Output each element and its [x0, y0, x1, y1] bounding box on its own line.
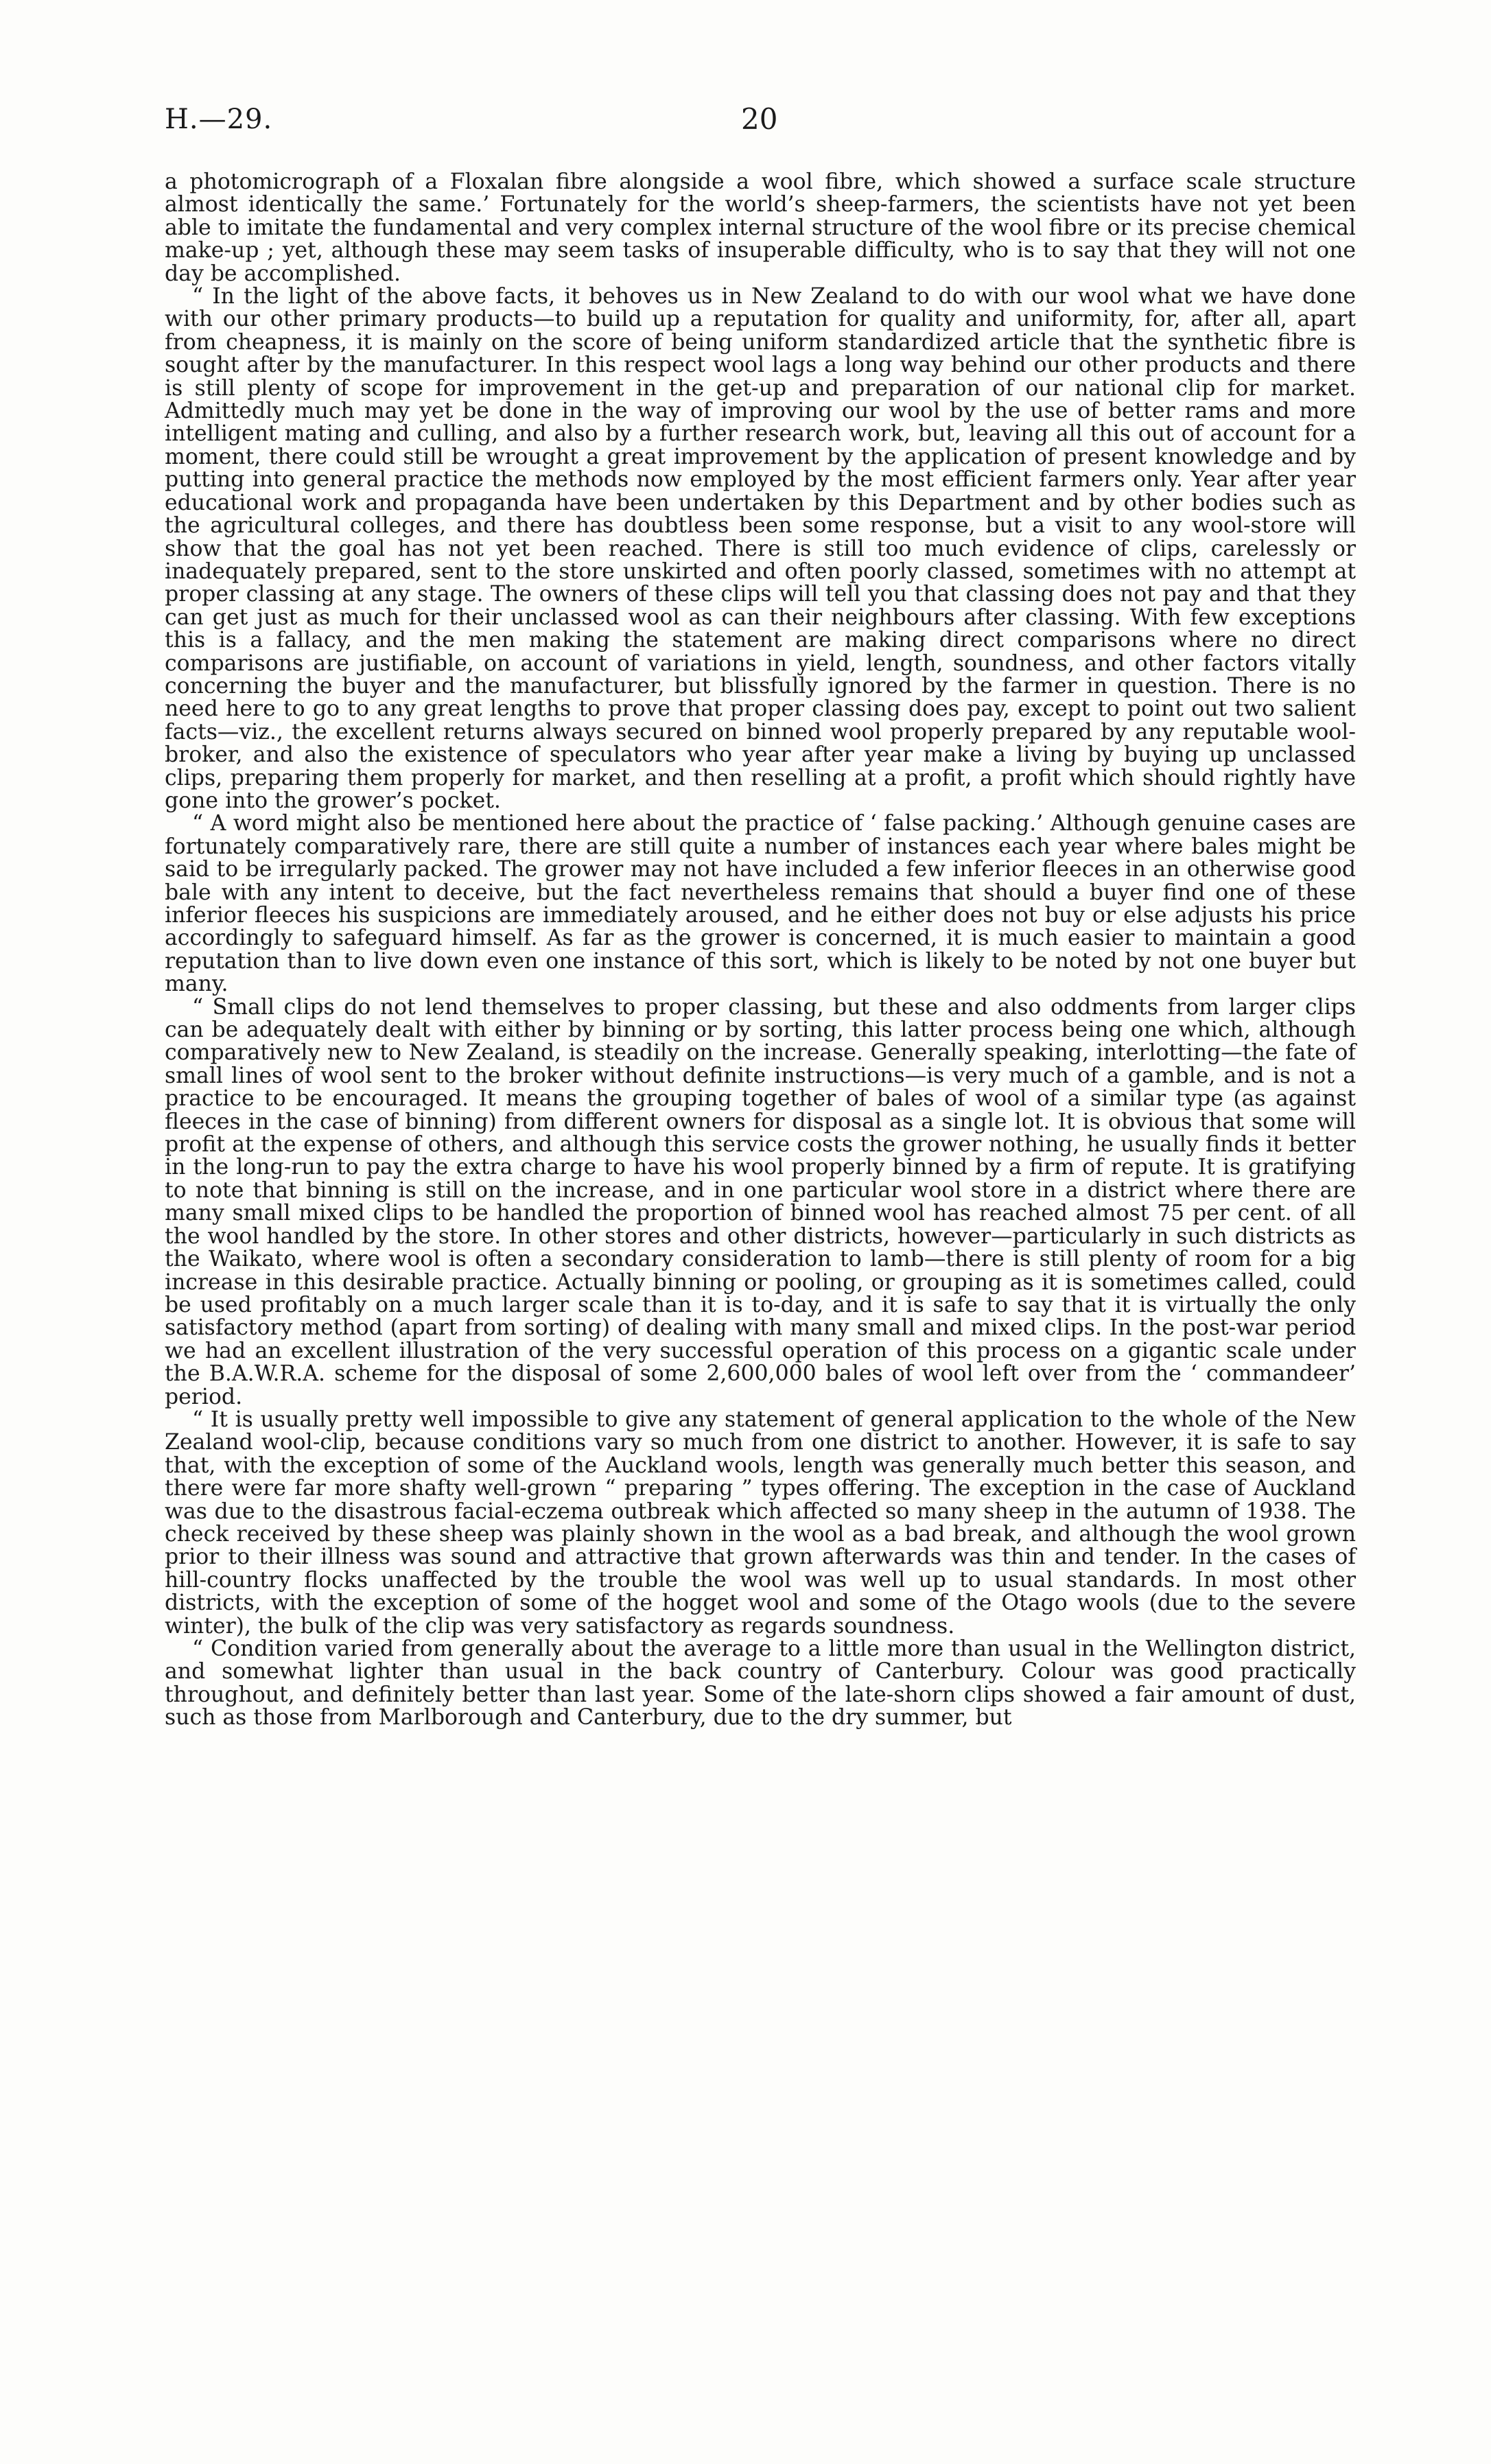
paragraph-season-length: “ It is usually pretty well impossible to give any statement of general application to the whole of the New Zealand wool-clip, because conditions vary so much from one district to another. However, it is safe to say that, with the exception of some of the Auckland wools, length was generally much better this season, and there were far more shafty well-grown “ preparing ” types offering. The exception in the case of Auckland was due to the disastrous facial-eczema outbreak which affected so many sheep in the autumn of 1938. The check received by these sheep was plainly shown in the wool as a bad break, and although the wool grown prior to their illness was sound and attractive that grown afterwards was thin and tender. In the cases of hill-country flocks unaffected by the trouble the wool was well up to usual standards. In most other districts, with the exception of some of the hogget wool and some of the Otago wools (due to the severe winter), the bulk of the clip was very satisfactory as regards soundness. — [165, 1407, 1356, 1639]
page-number: 20 — [741, 102, 778, 136]
paragraph-small-clips-binning: “ Small clips do not lend themselves to proper classing, but these and also oddments from larger clips can be adequately dealt with either by binning or by sorting, this latter process being one which, although comparatively new to New Zealand, is steadily on the increase. Generally speaking, interlotting—the fate of small lines of wool sent to the broker without definite instructions—is very much of a gamble, and is not a practice to be encouraged. It means the grouping together of bales of wool of a similar type (as against fleeces in the case of binning) from different owners for disposal as a single lot. It is obvious that some will profit at the expense of others, and although this service costs the grower nothing, he usually finds it better in the long-run to pay the extra charge to have his wool properly binned by a firm of repute. It is gratifying to note that binning is still on the increase, and in one particular wool store in a district where there are many small mixed clips to be handled the proportion of binned wool has reached almost 75 per cent. of all the wool handled by the store. In other stores and other districts, however—particularly in such districts as the Waikato, where wool is often a secondary consideration to lamb—there is still plenty of room for a big increase in this desirable practice. Actually binning or pooling, or grouping as it is sometimes called, could be used profitably on a much larger scale than it is to-day, and it is safe to say that it is virtually the only satisfactory method (apart from sorting) of dealing with many small and mixed clips. In the post-war period we had an excellent illustration of the very successful operation of this process on a gigantic scale under the B.A.W.R.A. scheme for the disposal of some 2,600,000 bales of wool left over from the ‘ commandeer’ period. — [165, 994, 1356, 1409]
paragraph-continuation: a photomicrograph of a Floxalan fibre alongside a wool fibre, which showed a surface scale structure almost identically the same.’ Fortunately for the world’s sheep-farmers, the scientists have not yet been able to imitate the fundamental and very complex internal structure of the wool fibre or its precise chemical make-up ; yet, although these may seem tasks of insuperable difficulty, who is to say that they will not one day be accomplished. — [165, 169, 1356, 286]
body-text — [165, 171, 1356, 1730]
paragraph-uniform-quality: “ In the light of the above facts, it behoves us in New Zealand to do with our wool what we have done with our other primary products—to build up a reputation for quality and uniformity, for, after all, apart from cheapness, it is mainly on the score of being uniform standardized article that the synthetic fibre is sought after by the manufacturer. In this respect wool lags a long way behind our other products and there is still plenty of scope for improvement in the get-up and preparation of our national clip for market. Admittedly much may yet be done in the way of improving our wool by the use of better rams and more intelligent mating and culling, and also by a further research work, but, leaving all this out of account for a moment, there could still be wrought a great improvement by the application of present knowledge and by putting into general practice the methods now employed by the most efficient farmers only. Year after year educational work and propaganda have been undertaken by this Department and by other bodies such as the agricultural colleges, and there has doubtless been some response, but a visit to any wool-store will show that the goal has not yet been reached. There is still too much evidence of clips, carelessly or inadequately prepared, sent to the store unskirted and often poorly classed, sometimes with no attempt at proper classing at any stage. The owners of these clips will tell you that classing does not pay and that they can get just as much for their unclassed wool as can their neighbours after classing. With few exceptions this is a fallacy, and the men making the statement are making direct comparisons where no direct comparisons are justifiable, on account of variations in yield, length, soundness, and other factors vitally concerning the buyer and the manufacturer, but blissfully ignored by the farmer in question. There is no need here to go to any great lengths to prove that proper classing does pay, except to point out two salient facts—viz., the excellent returns always secured on binned wool properly prepared by any reputable wool-broker, and also the existence of speculators who year after year make a living by buying up unclassed clips, preparing them properly for market, and then reselling at a profit, a profit which should rightly have gone into the grower’s pocket. — [165, 284, 1356, 813]
page-header — [165, 103, 1354, 144]
paragraph-condition: “ Condition varied from generally about the average to a little more than usual in the Wellington district, and somewhat lighter than usual in the back country of Canterbury. Colour was good practically throughout, and definitely better than last year. Some of the late-shorn clips showed a fair amount of dust, such as those from Marlborough and Canterbury, due to the dry summer, but — [165, 1636, 1356, 1730]
document-reference: H.—29. — [165, 104, 273, 135]
paragraph-false-packing: “ A word might also be mentioned here about the practice of ‘ false packing.’ Although genuine cases are fortunately comparatively rare, there are still quite a number of instances each year where bales might be said to be irregularly packed. The grower may not have included a few inferior fleeces in an otherwise good bale with any intent to deceive, but the fact nevertheless remains that should a buyer find one of these inferior fleeces his suspicions are immediately aroused, and he either does not buy or else adjusts his price accordingly to safeguard himself. As far as the grower is concerned, it is much easier to maintain a good reputation than to live down even one instance of this sort, which is likely to be noted by not one buyer but many. — [165, 811, 1356, 997]
